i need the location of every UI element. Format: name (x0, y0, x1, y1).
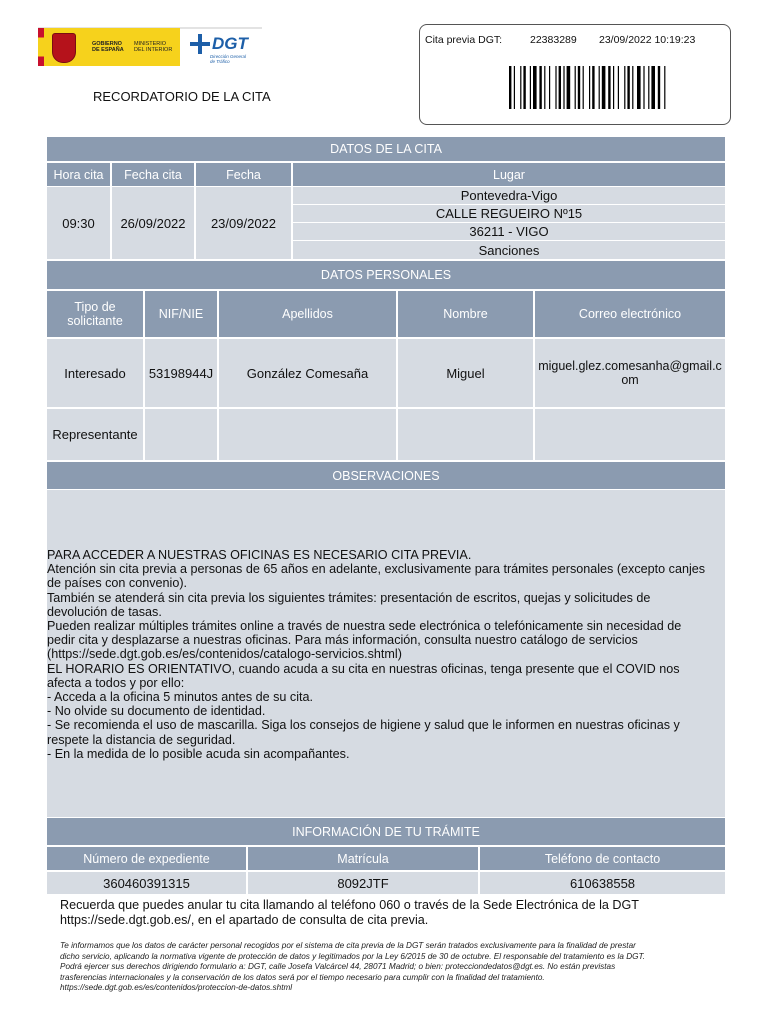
obs-line: - En la medida de lo posible acuda sin acompañantes. (47, 746, 350, 761)
empty-cell (535, 409, 725, 460)
obs-line: - Acceda a la oficina 5 minutos antes de su cita. (47, 690, 314, 705)
cita-label: Cita previa DGT: (425, 34, 503, 46)
col-nombre: Nombre (398, 291, 533, 337)
lugar-line: Pontevedra-Vigo (293, 187, 725, 204)
telefono-value: 610638558 (480, 872, 725, 894)
apellidos-value: González Comesaña (219, 339, 396, 407)
gobierno-logo (38, 28, 180, 66)
col-expediente: Número de expediente (47, 847, 246, 870)
fecha-cita-value: 26/09/2022 (112, 187, 194, 259)
section-datos-personales: DATOS PERSONALES (47, 261, 725, 289)
fecha-value: 23/09/2022 (196, 187, 291, 259)
col-matricula: Matrícula (248, 847, 478, 870)
obs-line: PARA ACCEDER A NUESTRAS OFICINAS ES NECESARIO CITA PREVIA. (47, 548, 472, 562)
privacy-line: trasferencias internacionales y la conservación de los datos será por el tiempo necesario para cumplir con la finalidad del tratamiento. (60, 972, 545, 982)
tipo-representante: Representante (47, 409, 143, 460)
section-datos-cita: DATOS DE LA CITA (47, 137, 725, 161)
ministry-label: MINISTERIO DEL INTERIOR (134, 41, 173, 53)
obs-line: devolución de tasas. (47, 604, 162, 619)
observaciones-text (47, 548, 725, 761)
col-apellidos: Apellidos (219, 291, 396, 337)
dgt-logo (190, 30, 262, 66)
coat-of-arms-icon (52, 33, 76, 63)
empty-cell (398, 409, 533, 460)
nombre-value: Miguel (398, 339, 533, 407)
privacy-line: Te informamos que los datos de carácter personal recogidos por el sistema de cita previa de la DGT serán tratados exclusivamente para la finalidad de prestar (60, 941, 636, 950)
obs-line: Atención sin cita previa a personas de 65 años en adelante, exclusivamente para trámites personales (excepto canjes (47, 562, 706, 577)
section-tramite: INFORMACIÓN DE TU TRÁMITE (47, 818, 725, 845)
dgt-subtitle: Dirección General de Tráfico (210, 54, 247, 64)
privacy-notice (60, 941, 720, 994)
cita-number: 22383289 (530, 34, 577, 46)
privacy-line: https://sede.dgt.gob.es/es/contenidos/proteccion-de-datos.shtml (60, 983, 293, 993)
obs-line: pedir cita y desplazarse a nuestras oficinas. Para más información, consulta nuestro catálogo de servicios (47, 633, 638, 648)
barcode-icon (509, 66, 717, 109)
gov-label: GOBIERNO DE ESPAÑA (92, 41, 124, 53)
col-fecha: Fecha (196, 163, 291, 186)
dgt-cross-icon (190, 34, 210, 54)
privacy-line: dicho servicio, aplicando la normativa vigente de protección de datos y legitimados por la Ley 6/2015 de 30 de octubre. El responsable del tratamiento es la DGT. (60, 951, 645, 961)
col-telefono: Teléfono de contacto (480, 847, 725, 870)
col-fecha-cita: Fecha cita (112, 163, 194, 186)
spain-flag-icon (38, 28, 44, 66)
obs-line: (https://sede.dgt.gob.es/es/contenidos/catalogo-servicios.shtml) (47, 647, 402, 662)
col-correo: Correo electrónico (535, 291, 725, 337)
obs-line: respete la distancia de seguridad. (47, 732, 236, 747)
matricula-value: 8092JTF (248, 872, 478, 894)
obs-line: Pueden realizar múltiples trámites online a través de nuestra sede electrónica o telefónicamente sin necesidad de (47, 619, 682, 634)
empty-cell (145, 409, 217, 460)
page-title: RECORDATORIO DE LA CITA (93, 89, 271, 104)
expediente-value: 360460391315 (47, 872, 246, 894)
obs-line: - No olvide su documento de identidad. (47, 704, 266, 719)
obs-line: afecta a todos y por ello: (47, 675, 185, 690)
hora-cita-value: 09:30 (47, 187, 110, 259)
col-lugar: Lugar (293, 163, 725, 186)
col-hora-cita: Hora cita (47, 163, 110, 186)
col-tipo-solicitante: Tipo de solicitante (47, 291, 143, 337)
obs-line: - Se recomienda el uso de mascarilla. Siga los consejos de higiene y salud que le informen en nuestras oficinas y (47, 718, 680, 733)
cita-datetime: 23/09/2022 10:19:23 (599, 34, 696, 46)
section-observaciones: OBSERVACIONES (47, 462, 725, 489)
dgt-wordmark: DGT (212, 34, 248, 53)
nif-value: 53198944J (145, 339, 217, 407)
col-nif: NIF/NIE (145, 291, 217, 337)
lugar-line: 36211 - VIGO (293, 223, 725, 240)
correo-value: miguel.glez.comesanha@gmail.c om (535, 339, 725, 407)
lugar-line: Sanciones (293, 241, 725, 259)
privacy-line: Podrá ejercer sus derechos dirigiendo formulario a: DGT, calle Josefa Valcárcel 44, 28071 Madrid; o bien: protecciondedatos@dgt.es. No están previstas (60, 962, 616, 972)
obs-line: También se atenderá sin cita previa los siguientes trámites: presentación de escritos, quejas y solicitudes de (47, 590, 651, 605)
tipo-interesado: Interesado (47, 339, 143, 407)
cancel-notice: Recuerda que puedes anular tu cita llamando al teléfono 060 o través de la Sede Electrónica de la DGT https://sede.dgt.gob.es/, en el apartado de consulta de cita previa. (60, 898, 639, 927)
obs-line: EL HORARIO ES ORIENTATIVO, cuando acuda a su cita en nuestras oficinas, tenga presente que el COVID nos (47, 661, 680, 676)
lugar-line: CALLE REGUEIRO Nº15 (293, 205, 725, 222)
obs-line: de países con convenio). (47, 576, 188, 591)
empty-cell (219, 409, 396, 460)
